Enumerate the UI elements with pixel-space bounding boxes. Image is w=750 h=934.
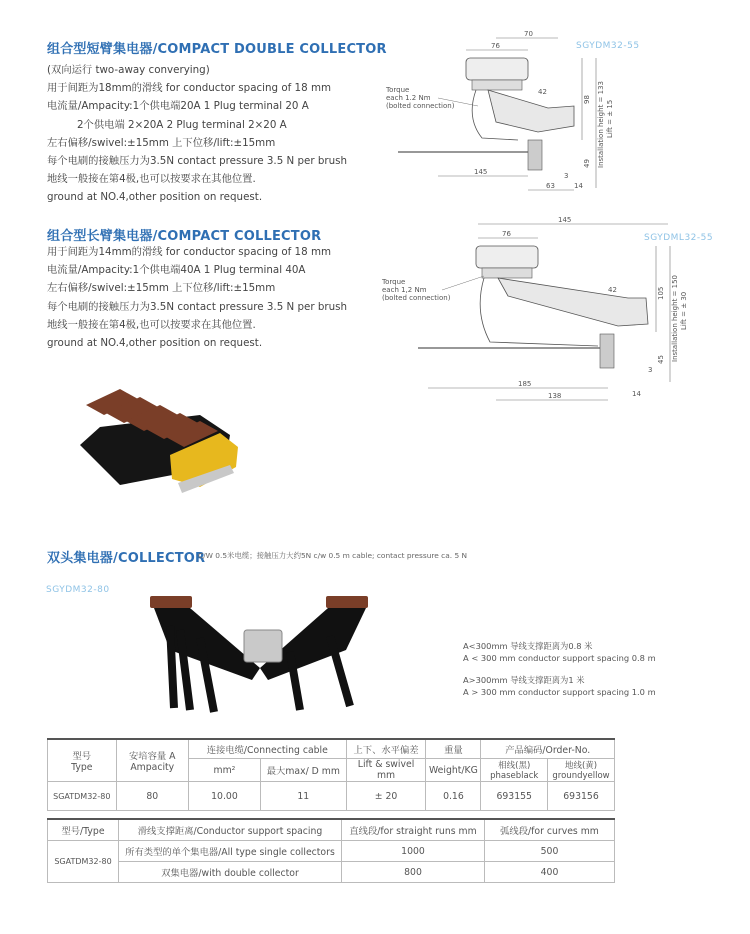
cell-phase: 693155 [481, 782, 548, 811]
dim-label: 76 [491, 42, 500, 50]
header-type: 型号/Type [48, 819, 119, 841]
double-collector-model [46, 582, 136, 596]
text-line: 地线一般接在第4极,也可以按要求在其他位置. [47, 173, 256, 186]
torque-label: each 1,2 Nm [382, 286, 427, 294]
cell-curves: 500 [485, 841, 615, 862]
dim-label: 145 [474, 168, 488, 176]
support-spacing-table [47, 818, 615, 883]
header-mm2: mm² [188, 759, 260, 782]
model-tag: SGYDM32-55 [576, 41, 640, 51]
text-line: ground at NO.4,other position on request. [47, 191, 263, 204]
text-line: ground at NO.4,other position on request. [47, 337, 263, 350]
dim-label: 98 [583, 95, 591, 104]
cell-ground: 693156 [548, 782, 615, 811]
model-tag: SGYDML32-55 [644, 233, 714, 243]
torque-label: (bolted connection) [386, 102, 455, 110]
cell-straight: 1000 [342, 841, 485, 862]
section2-text [47, 243, 347, 352]
text-line: 每个电刷的接触压力为3.5N contact pressure 3.5 N per brush [47, 155, 348, 168]
text-line: 左右偏移/swivel:±15mm 上下位移/lift:±15mm [47, 282, 276, 295]
table-row [48, 841, 615, 862]
header-swivel: 上下、水平偏差 [346, 739, 426, 759]
dim-label: 70 [524, 30, 533, 38]
dim-label: 3 [648, 366, 653, 374]
header-weight: 重量 [426, 739, 481, 759]
text-line: 用于间距为18mm的滑线 for conductor spacing of 18 mm [47, 82, 331, 95]
dim-label: Installation height = 150 [671, 275, 679, 362]
short-collector-drawing [378, 28, 650, 200]
note-line: A>300mm 导线支撑距离为1 米 [463, 675, 585, 685]
header-straight: 直线段/for straight runs mm [342, 819, 485, 841]
note-line: A<300mm 导线支撑距离为0.8 米 [463, 641, 593, 651]
cell-swivel: ± 20 [346, 782, 426, 811]
dim-label: 105 [657, 286, 665, 300]
cell-ampacity: 80 [116, 782, 188, 811]
torque-label: (bolted connection) [382, 294, 451, 302]
dim-label: Lift = ± 15 [606, 99, 614, 138]
text-line: 用于间距为14mm的滑线 for conductor spacing of 18 mm [47, 246, 331, 258]
dim-label: 42 [608, 286, 617, 294]
header-curves: 弧线段/for curves mm [485, 819, 615, 841]
header-ampacity: 安培容量 A Ampacity [116, 739, 188, 782]
dim-label: 138 [548, 392, 562, 400]
support-notes [463, 640, 656, 698]
section3-subtitle: C/W 0.5米电缆；接触压力大约5N c/w 0.5 m cable; contact pressure ca. 5 N [198, 551, 468, 560]
text-line: (双向运行 two-away converying) [47, 64, 210, 76]
cell-type: SGATDM32-80 [48, 782, 117, 811]
table-row [48, 782, 615, 811]
header-spacing: 滑线支撑距离/Conductor support spacing [119, 819, 342, 841]
section3-title: 双头集电器/COLLECTOR [47, 551, 206, 566]
torque-label: each 1.2 Nm [386, 94, 431, 102]
torque-label: Torque [386, 86, 410, 94]
note-line: A < 300 mm conductor support spacing 0.8 m [463, 653, 656, 663]
dim-label: 14 [574, 182, 583, 190]
note-line: A > 300 mm conductor support spacing 1.0 m [463, 687, 656, 697]
cell-straight: 800 [342, 862, 485, 883]
dim-label: 45 [657, 355, 665, 364]
cell-label: 所有类型的单个集电器/All type single collectors [119, 841, 342, 862]
cell-weight: 0.16 [426, 782, 481, 811]
header-order: 产品编码/Order-No. [481, 739, 615, 759]
dim-label: 76 [502, 230, 511, 238]
dim-label: Installation height = 133 [597, 81, 605, 168]
text-line: 电流量/Ampacity:1个供电端20A 1 Plug terminal 20 A [47, 100, 309, 113]
double-collector-photo [140, 590, 410, 715]
dim-label: 185 [518, 380, 532, 388]
dim-label: 63 [546, 182, 555, 190]
dim-label: 14 [632, 390, 641, 398]
dim-label: 145 [558, 216, 572, 224]
header-swivel-en: Lift & swivel mm [346, 759, 426, 782]
section1-text [47, 61, 347, 207]
header-phase: 相线(黑) phaseblack [481, 759, 548, 782]
text-line: 每个电刷的接触压力为3.5N contact pressure 3.5 N per brush [47, 300, 348, 313]
dim-label: Lift = ± 30 [680, 291, 688, 330]
section1-title: 组合型短臂集电器/COMPACT DOUBLE COLLECTOR [47, 42, 387, 57]
header-ground: 地线(黄) groundyellow [548, 759, 615, 782]
cell-type: SGATDM32-80 [48, 841, 119, 883]
cell-mm2: 10.00 [188, 782, 260, 811]
header-maxd: 最大max/ D mm [260, 759, 346, 782]
svg-text:SGYDM32-80: SGYDM32-80 [46, 585, 110, 595]
text-line: 2个供电端 2×20A 2 Plug terminal 2×20 A [77, 118, 287, 131]
table-row [48, 862, 615, 883]
cell-label: 双集电器/with double collector [119, 862, 342, 883]
dim-label: 3 [564, 172, 569, 180]
torque-label: Torque [382, 278, 406, 286]
spec-table [47, 738, 615, 811]
text-line: 地线一般接在第4极,也可以按要求在其他位置. [47, 318, 256, 331]
header-type: 型号 Type [48, 739, 117, 782]
header-cable: 连接电缆/Connecting cable [188, 739, 346, 759]
header-weight-en: Weight/KG [426, 759, 481, 782]
text-line: 电流量/Ampacity:1个供电端40A 1 Plug terminal 40A [47, 264, 306, 277]
long-collector-drawing [378, 212, 718, 424]
cell-maxd: 11 [260, 782, 346, 811]
cell-curves: 400 [485, 862, 615, 883]
collector-photo [60, 375, 270, 510]
section2-title: 组合型长臂集电器/COMPACT COLLECTOR [47, 229, 322, 244]
dim-label: 42 [538, 88, 547, 96]
dim-label: 49 [583, 159, 591, 168]
text-line: 左右偏移/swivel:±15mm 上下位移/lift:±15mm [47, 136, 276, 149]
